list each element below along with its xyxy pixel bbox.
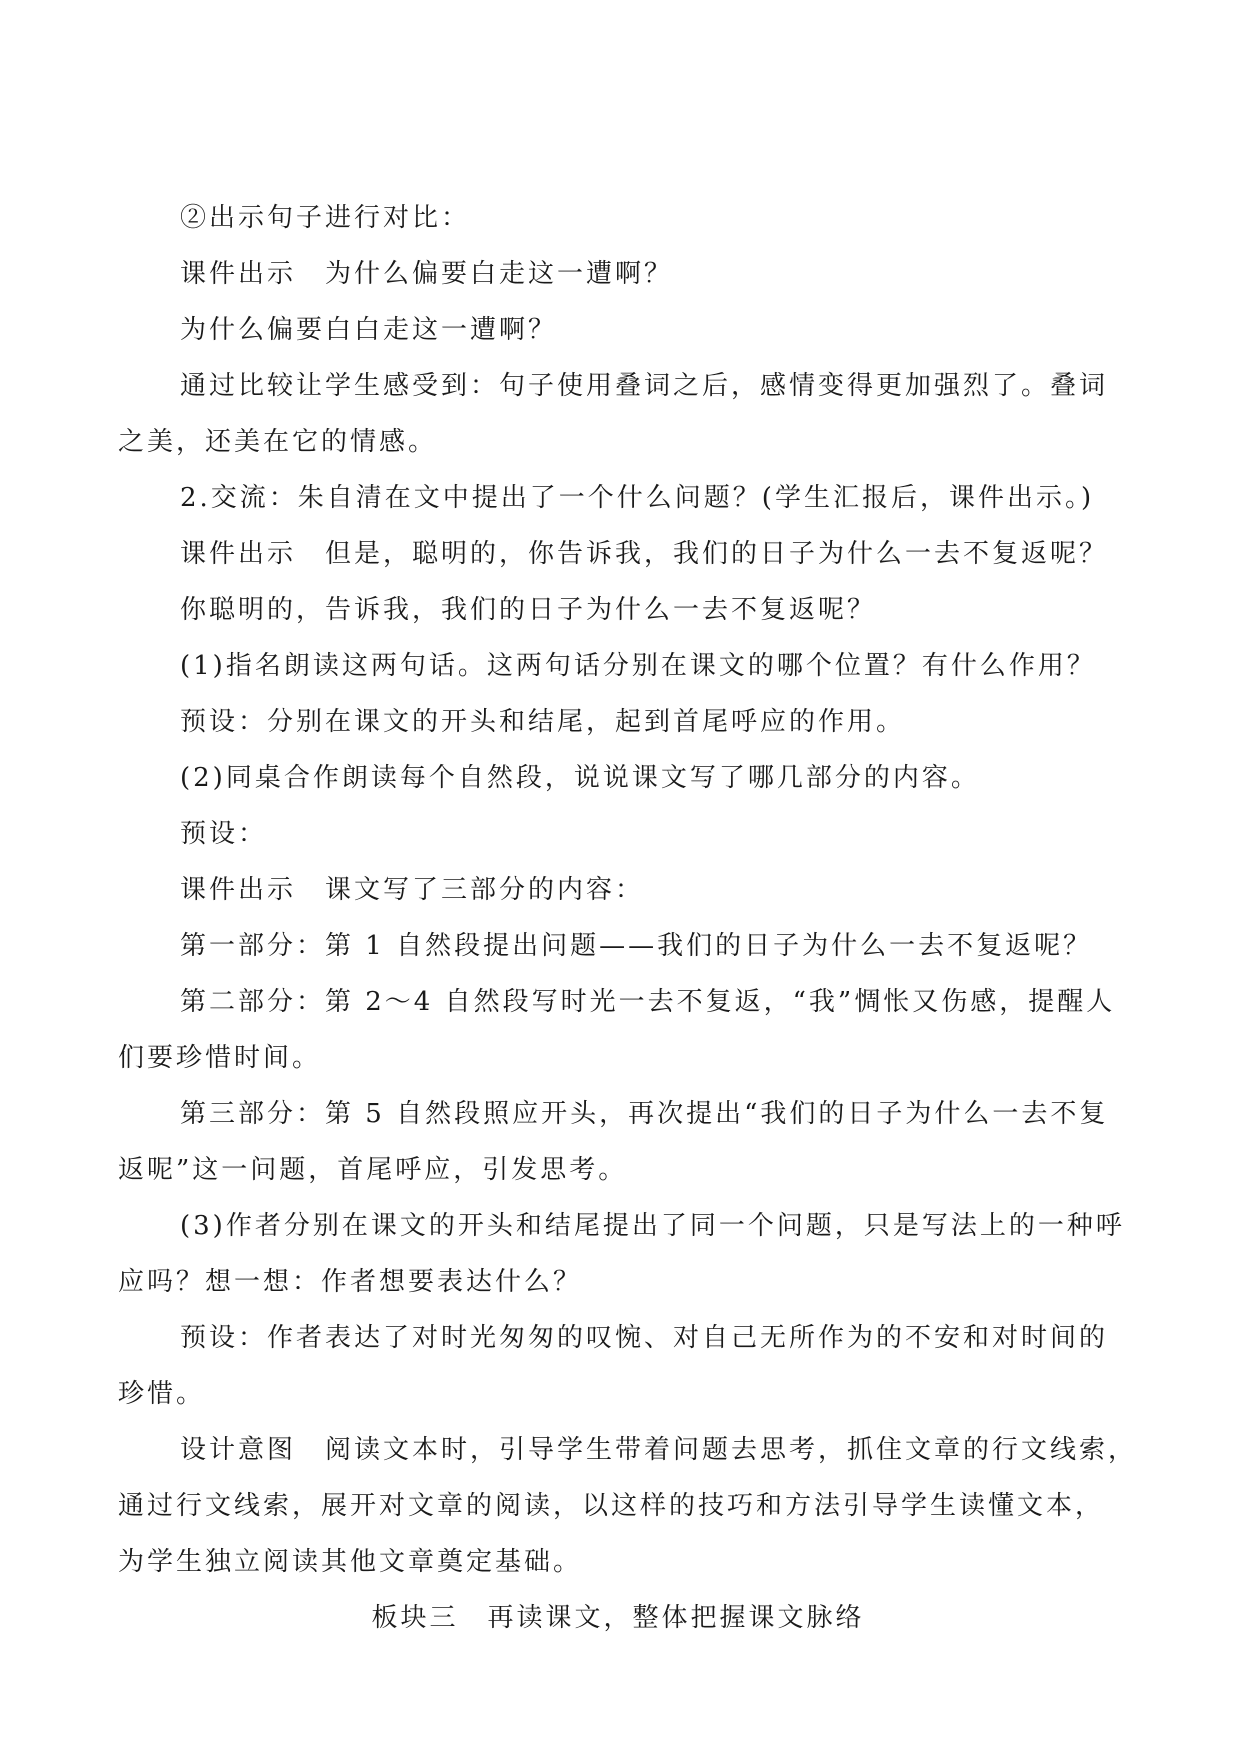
- paragraph-line: 课件出示 为什么偏要白走这一遭啊？: [180, 259, 674, 289]
- paragraph-line: 应吗？想一想：作者想要表达什么？: [118, 1267, 583, 1297]
- paragraph-line: 第二部分：第 2～4 自然段写时光一去不复返，“我”惆怅又伤感，提醒人: [180, 987, 1116, 1017]
- paragraph-line: 为什么偏要白白走这一遭啊？: [180, 315, 558, 345]
- paragraph-line: (3)作者分别在课文的开头和结尾提出了同一个问题，只是写法上的一种呼: [180, 1211, 1125, 1241]
- document-body: [118, 190, 1138, 1646]
- paragraph-line: 课件出示 课文写了三部分的内容：: [180, 875, 645, 905]
- design-intent-line: 通过行文线索，展开对文章的阅读，以这样的技巧和方法引导学生读懂文本，: [118, 1491, 1105, 1521]
- paragraph-line: 们要珍惜时间。: [118, 1043, 322, 1073]
- paragraph-line: 你聪明的，告诉我，我们的日子为什么一去不复返呢？: [180, 595, 877, 625]
- design-intent-line: 设计意图 阅读文本时，引导学生带着问题去思考，抓住文章的行文线索，: [180, 1435, 1138, 1465]
- paragraph-line: ②出示句子进行对比：: [180, 203, 471, 233]
- paragraph-line: 通过比较让学生感受到：句子使用叠词之后，感情变得更加强烈了。叠词: [180, 371, 1109, 401]
- paragraph-line: (1)指名朗读这两句话。这两句话分别在课文的哪个位置？有什么作用？: [180, 651, 1096, 681]
- design-intent-line: 为学生独立阅读其他文章奠定基础。: [118, 1547, 583, 1577]
- paragraph-line: (2)同桌合作朗读每个自然段，说说课文写了哪几部分的内容。: [180, 763, 980, 793]
- paragraph-line: 预设：分别在课文的开头和结尾，起到首尾呼应的作用。: [180, 707, 906, 737]
- paragraph-line: 返呢”这一问题，首尾呼应，引发思考。: [118, 1155, 628, 1185]
- paragraph-line: 预设：: [180, 819, 268, 849]
- paragraph-line: 2.交流：朱自清在文中提出了一个什么问题？(学生汇报后，课件出示。): [180, 483, 1095, 513]
- section-heading: 板块三 再读课文，整体把握课文脉络: [371, 1603, 865, 1633]
- paragraph-line: 珍惜。: [118, 1379, 206, 1409]
- paragraph-line: 第三部分：第 5 自然段照应开头，再次提出“我们的日子为什么一去不复: [180, 1099, 1109, 1129]
- paragraph-line: 课件出示 但是，聪明的，你告诉我，我们的日子为什么一去不复返呢？: [180, 539, 1109, 569]
- paragraph-line: 之美，还美在它的情感。: [118, 427, 438, 457]
- paragraph-line: 第一部分：第 1 自然段提出问题——我们的日子为什么一去不复返呢？: [180, 931, 1093, 961]
- paragraph-line: 预设：作者表达了对时光匆匆的叹惋、对自己无所作为的不安和对时间的: [180, 1323, 1109, 1353]
